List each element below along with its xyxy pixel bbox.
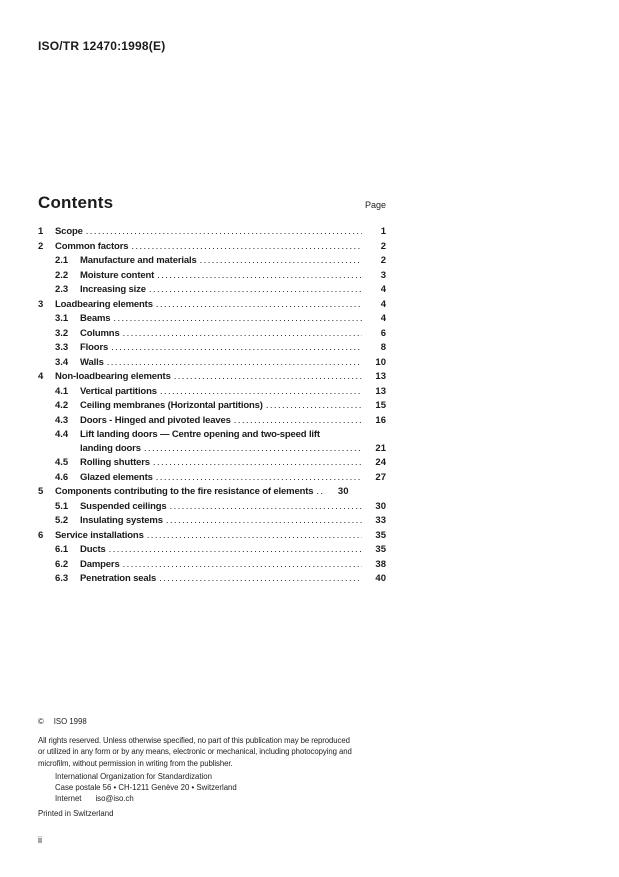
- toc-entry-title: Doors - Hinged and pivoted leaves: [80, 414, 231, 426]
- toc-entry-title: Ceiling membranes (Horizontal partitions): [80, 400, 263, 411]
- dot-leader: [234, 415, 362, 426]
- toc-entry: [38, 299, 386, 310]
- toc-entry-title: Walls: [80, 356, 104, 368]
- dot-leader: [174, 371, 362, 382]
- toc-entry-title: Scope: [55, 226, 83, 237]
- address-line: Case postale 56 • CH-1211 Genève 20 • Switzerland: [55, 782, 237, 792]
- toc-entry-title-continued: [80, 443, 386, 454]
- toc-entry: [38, 501, 386, 512]
- toc-entry-page: 30: [337, 486, 349, 497]
- toc-entry-title: Loadbearing elements: [55, 298, 153, 310]
- toc-entry-title: Insulating systems: [80, 515, 163, 526]
- toc-entry: [38, 357, 386, 368]
- contents-section: [38, 193, 386, 588]
- toc-entry-page: 38: [375, 558, 386, 570]
- toc-entry: [38, 415, 386, 426]
- toc-entry-page: 21: [375, 442, 386, 454]
- toc-entry-page: 2: [380, 255, 386, 266]
- toc-entry-number: 5.2: [55, 515, 69, 526]
- toc-entry-page: 10: [375, 356, 386, 368]
- internet-label: Internet: [55, 793, 82, 803]
- toc-entry: [38, 429, 386, 454]
- dot-leader: [147, 530, 362, 541]
- toc-entry-number: 4.2: [55, 400, 69, 411]
- toc-entry: [38, 530, 386, 541]
- dot-leader: [316, 486, 324, 497]
- rights-line: All rights reserved. Unless otherwise specified, no part of this publication may be reproduced: [38, 735, 350, 745]
- dot-leader: [170, 501, 362, 512]
- page-column-label: Page: [364, 200, 386, 210]
- toc-entry: [38, 313, 386, 324]
- toc-entry: [38, 515, 386, 526]
- dot-leader: [156, 299, 362, 310]
- rights-notice: [38, 735, 390, 770]
- copyright-text: ISO 1998: [53, 717, 87, 726]
- toc-entry-number: 2: [38, 240, 44, 252]
- footer: [38, 716, 390, 820]
- toc-entry-page: 35: [375, 529, 386, 541]
- toc-entry-number: 6.3: [55, 573, 69, 584]
- dot-leader: [113, 313, 362, 324]
- toc-entry-text: [80, 429, 386, 454]
- toc-entry-number: 5.1: [55, 500, 69, 512]
- toc-entry-title: Manufacture and materials: [80, 255, 197, 266]
- toc-entry-number: 6: [38, 529, 44, 541]
- contents-header: [38, 193, 386, 213]
- toc-entry: [38, 457, 386, 468]
- toc-entry-number: 4.3: [55, 414, 69, 426]
- publisher-address: [55, 772, 390, 804]
- toc-entry-title: Components contributing to the fire resistance of elements: [55, 486, 314, 497]
- internet-email: iso@iso.ch: [95, 793, 134, 803]
- toc-entry-number: 4.1: [55, 385, 69, 397]
- dot-leader: [166, 515, 362, 526]
- toc-entry-title: Non-loadbearing elements: [55, 371, 171, 382]
- toc-entry-number: 3: [38, 298, 44, 310]
- toc-entry-title: Dampers: [80, 558, 120, 570]
- dot-leader: [200, 255, 362, 266]
- toc-entry-number: 5: [38, 486, 44, 497]
- toc-entry: [38, 486, 386, 497]
- rights-line: microfilm, without permission in writing from the publisher.: [38, 758, 233, 768]
- toc-entry-number: 2.3: [55, 284, 69, 295]
- dot-leader: [157, 270, 362, 281]
- dot-leader: [159, 573, 362, 584]
- toc-entry: [38, 544, 386, 555]
- toc-entry: [38, 386, 386, 397]
- toc-entry-page: 8: [380, 342, 386, 353]
- toc-entry-page: 33: [375, 515, 386, 526]
- toc-entry-page: 3: [380, 269, 386, 281]
- toc-entry-page: 27: [375, 471, 386, 483]
- contents-title: Contents: [38, 193, 114, 212]
- toc-entry: [38, 270, 386, 281]
- dot-leader: [156, 472, 362, 483]
- toc-entry-page: 4: [380, 298, 386, 310]
- toc-entry-title: Ducts: [80, 544, 106, 555]
- toc-entry-page: 35: [375, 544, 386, 555]
- toc-entry-number: 3.3: [55, 342, 69, 353]
- toc-entry-title: Floors: [80, 342, 109, 353]
- dot-leader: [123, 328, 362, 339]
- toc-entry-number: 4.5: [55, 457, 69, 468]
- toc-entry-page: 15: [375, 400, 386, 411]
- toc-entry-title: Beams: [80, 313, 111, 324]
- toc-entry-page: 2: [380, 240, 386, 252]
- toc-entry-page: 13: [375, 385, 386, 397]
- toc-entry-number: 1: [38, 226, 44, 237]
- toc-entry-number: 3.4: [55, 356, 69, 368]
- dot-leader: [107, 357, 362, 368]
- toc-entry-page: 30: [375, 500, 386, 512]
- toc-entry-title: Vertical partitions: [80, 385, 157, 397]
- toc-entry-number: 4.4: [55, 429, 69, 440]
- dot-leader: [153, 457, 362, 468]
- copyright-line: [38, 716, 390, 728]
- dot-leader: [109, 544, 362, 555]
- doc-reference: ISO/TR 12470:1998(E): [38, 39, 166, 53]
- dot-leader: [149, 284, 362, 295]
- toc-entry-title: Service installations: [55, 529, 144, 541]
- toc-entry-title: Glazed elements: [80, 471, 153, 483]
- toc-entry-number: 4.6: [55, 471, 69, 483]
- copyright-symbol: ©: [38, 717, 44, 726]
- toc-entry-page: 1: [380, 226, 386, 237]
- toc-entry-page: 24: [375, 457, 386, 468]
- toc-entry-page: 4: [380, 284, 386, 295]
- dot-leader: [144, 443, 362, 454]
- toc-entry-number: 3.2: [55, 327, 69, 339]
- toc-entry: [38, 284, 386, 295]
- toc-entry-title: Rolling shutters: [80, 457, 150, 468]
- toc-entry: [38, 559, 386, 570]
- dot-leader: [86, 226, 362, 237]
- toc-entry: [38, 255, 386, 266]
- toc-entry: [38, 371, 386, 382]
- toc-entry-page: 4: [380, 313, 386, 324]
- toc-entry: [38, 342, 386, 353]
- toc-entry-title: Common factors: [55, 240, 129, 252]
- dot-leader: [266, 400, 362, 411]
- toc-entry-page: 40: [375, 573, 386, 584]
- toc-entry-page: 16: [375, 414, 386, 426]
- toc-entry-title: Penetration seals: [80, 573, 157, 584]
- rights-line: or utilized in any form or by any means, electronic or mechanical, including photocopying and: [38, 747, 352, 756]
- toc-entry-number: 2.1: [55, 255, 69, 266]
- toc-entry: [38, 328, 386, 339]
- dot-leader: [123, 559, 362, 570]
- toc-entry: [38, 400, 386, 411]
- toc-entry-number: 2.2: [55, 269, 69, 281]
- address-line: International Organization for Standardization: [55, 772, 212, 781]
- toc-entry: [38, 573, 386, 584]
- dot-leader: [111, 342, 362, 353]
- internet-line: [55, 794, 390, 805]
- toc-entry-title: Moisture content: [80, 269, 155, 281]
- toc-entry-title: Lift landing doors — Centre opening and two-speed lift: [80, 429, 320, 440]
- dot-leader: [160, 386, 362, 397]
- printed-note: Printed in Switzerland: [38, 809, 114, 819]
- toc-entry-number: 6.2: [55, 558, 69, 570]
- toc-entry-title: Columns: [80, 327, 120, 339]
- toc-entry-number: 3.1: [55, 313, 69, 324]
- toc-entry: [38, 472, 386, 483]
- page-number: ii: [38, 835, 42, 845]
- toc-entry-title: landing doors: [80, 442, 141, 454]
- toc-entry-title: Suspended ceilings: [80, 500, 167, 512]
- toc-list: [38, 226, 386, 584]
- toc-entry: [38, 241, 386, 252]
- toc-entry-number: 4: [38, 371, 44, 382]
- dot-leader: [131, 241, 362, 252]
- toc-entry-page: 13: [375, 371, 386, 382]
- toc-entry-number: 6.1: [55, 544, 69, 555]
- toc-entry-page: 6: [380, 327, 386, 339]
- toc-entry-title: Increasing size: [80, 284, 146, 295]
- toc-entry: [38, 226, 386, 237]
